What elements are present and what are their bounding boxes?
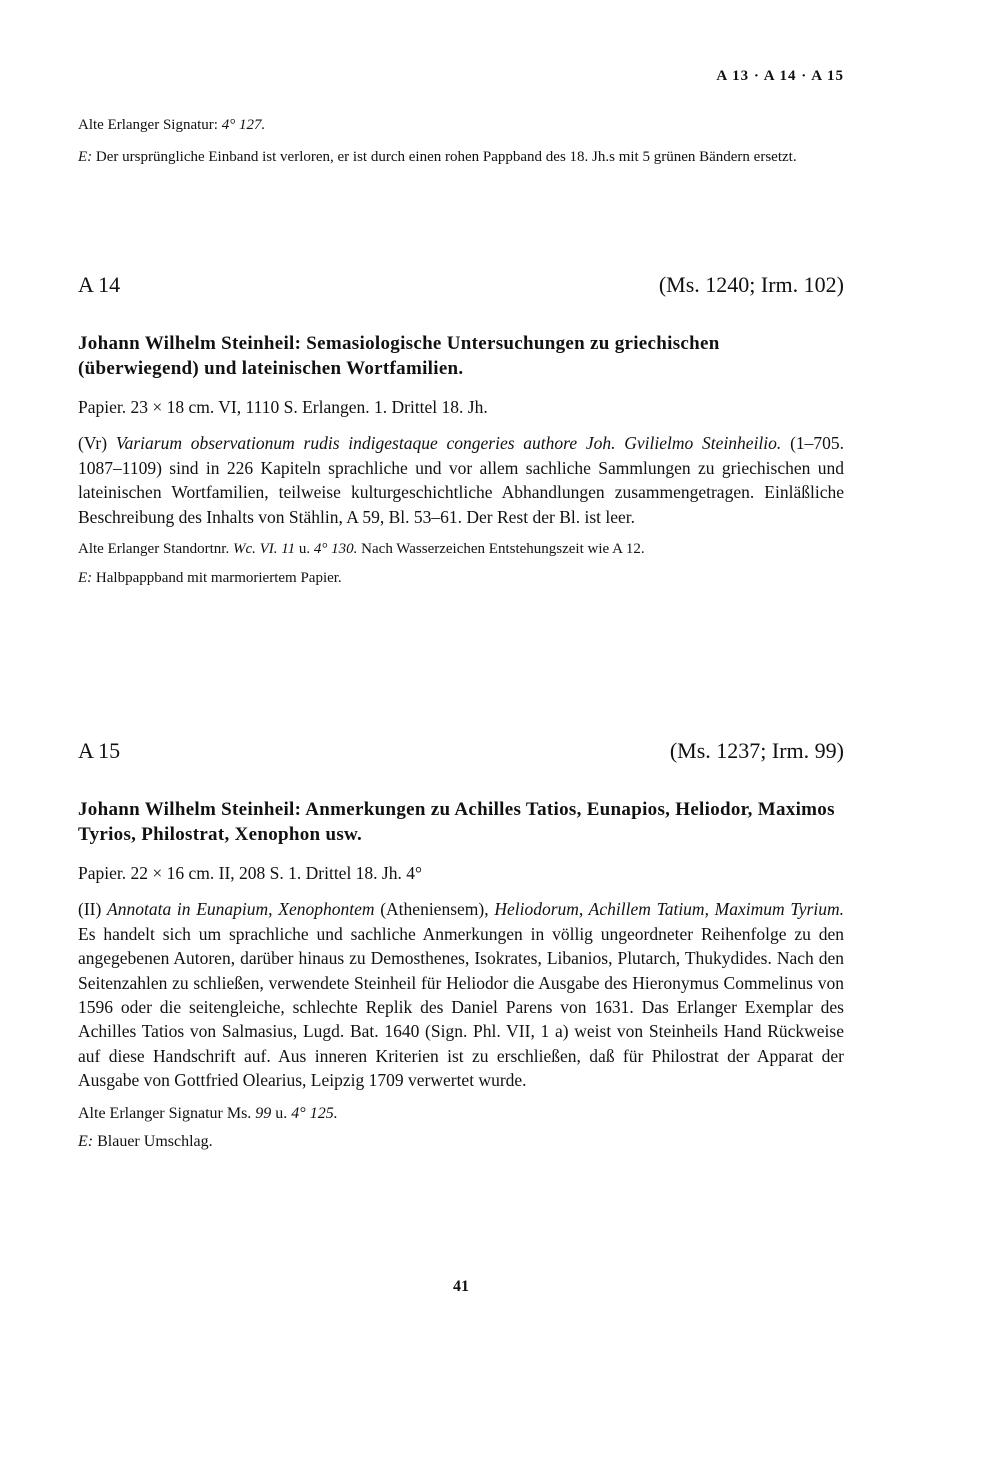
a15-signatur: Alte Erlanger Signatur Ms. 99 u. 4° 125. [78,1104,338,1122]
a14-heading [78,272,844,298]
a14-body [78,331,844,589]
running-head: A 13 · A 14 · A 15 [716,68,844,84]
a14-einband: E: Halbpappband mit marmoriertem Papier. [78,570,342,587]
a15-heading [78,738,844,764]
a15-id: A 15 [78,738,121,763]
a14-shelfmark: (Ms. 1240; Irm. 102) [658,272,844,297]
a13-signatur: Alte Erlanger Signatur: 4° 127. [78,117,266,133]
a14-id: A 14 [78,272,121,297]
a14-physical: Papier. 23 × 18 cm. VI, 1110 S. Erlangen. 1. Drittel 18. Jh. [78,397,488,417]
a13-tail [78,115,844,168]
a14-content: (Vr) Variarum observationum rudis indigestaque congeries authore Joh. Gvilielmo Steinheilio. (1–705. 1087–1109) sind in 226 Kapiteln sprachliche und vor allem sachliche Sammlungen zu griechischen und lateinischen Wortfamilien, teilweise kulturgeschichtliche Abhandlungen zusammengetragen. Einläßliche Beschreibung des Inhalts von Stählin, A 59, Bl. 53–61. Der Rest der Bl. ist leer. [78,433,845,527]
a14-standort: Alte Erlanger Standortnr. Wc. VI. 11 u. 4° 130. Nach Wasserzeichen Entstehungszeit wie A 12. [78,541,645,558]
a15-body [78,797,844,1153]
a14-title: Johann Wilhelm Steinheil: Semasiologische Untersuchungen zu griechischen (überwiegend) und lateinischen Wortfamilien. [78,333,720,379]
document-page [78,0,844,1466]
a15-content: (II) Annotata in Eunapium, Xenophontem (Atheniensem), Heliodorum, Achillem Tatium, Maximum Tyrium. Es handelt sich um sprachliche und sachliche Anmerkungen in völlig ungeordneter Reihenfolge zu den angegebenen Autoren, darüber hinaus zu Demosthenes, Isokrates, Libanios, Plutarch, Thukydides. Nach den Seitenzahlen zu schließen, verwendete Steinheil für Heliodor die Ausgabe des Hieronymus Commelinus von 1596 oder die seitengleiche, schlechte Replik des Daniel Parens von 1631. Das Erlanger Exemplar des Achilles Tatios von Salmasius, Lugd. Bat. 1640 (Sign. Phl. VII, 1 a) weist von Steinheils Hand Rückweise auf diese Handschrift auf. Aus inneren Kriterien ist zu erschließen, daß für Philostrat der Apparat der Ausgabe von Gottfried Olearius, Leipzig 1709 verwertet wurde. [78,899,844,1091]
a15-shelfmark: (Ms. 1237; Irm. 99) [669,738,844,763]
a15-physical: Papier. 22 × 16 cm. II, 208 S. 1. Drittel 18. Jh. 4° [78,863,422,883]
page-number: 41 [453,1278,469,1295]
a15-title: Johann Wilhelm Steinheil: Anmerkungen zu Achilles Tatios, Eunapios, Heliodor, Maximos Tyrios, Philostrat, Xenophon usw. [78,799,835,845]
a13-einband: E: Der ursprüngliche Einband ist verloren, er ist durch einen rohen Pappband des 18. Jh.s mit 5 grünen Bändern ersetzt. [78,149,797,165]
a15-einband: E: Blauer Umschlag. [78,1132,213,1150]
